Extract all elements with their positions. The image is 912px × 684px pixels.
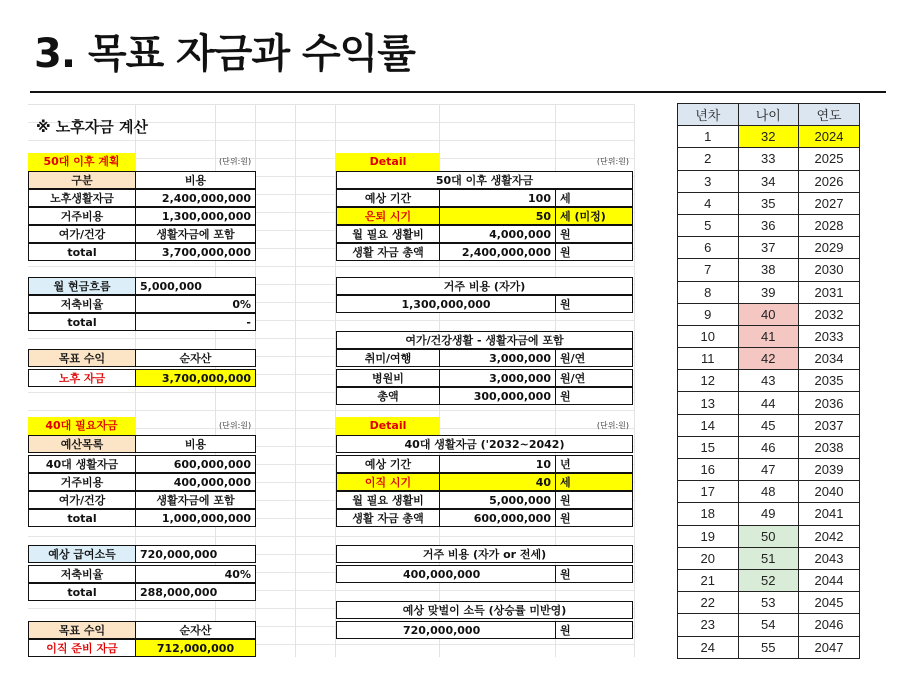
- forties-saving-label: 저축비율: [28, 565, 136, 583]
- retire-living-title: 50대 이후 생활자금: [336, 171, 633, 189]
- table-row: [678, 214, 860, 236]
- table-row: [678, 259, 860, 281]
- forties-row-value: 1,000,000,000: [135, 509, 256, 527]
- year-index-cell: 20: [678, 547, 739, 569]
- forties-detail-unit-cell: 년: [555, 455, 633, 473]
- retire-leisure-label: 병원비: [336, 369, 440, 387]
- retire-leisure-unit: 원/연: [555, 349, 633, 367]
- age-cell: 34: [738, 170, 799, 192]
- forties-target-label: 목표 수익: [28, 621, 136, 639]
- year-index-cell: 10: [678, 325, 739, 347]
- forties-detail-label: 생활 자금 총액: [336, 509, 440, 527]
- year-cell: 2038: [799, 436, 860, 458]
- age-cell: 41: [738, 325, 799, 347]
- year-cell: 2035: [799, 370, 860, 392]
- age-cell: 48: [738, 481, 799, 503]
- forties-detail-unit: (단위:원): [596, 421, 629, 430]
- forties-housing-unit: 원: [555, 565, 633, 583]
- forties-row-label: 거주비용: [28, 473, 136, 491]
- retire-row-label: 거주비용: [28, 207, 136, 225]
- retire-detail-value: 100: [439, 189, 556, 207]
- retire-detail-label: 예상 기간: [336, 189, 440, 207]
- age-table-header: 년차: [678, 104, 739, 126]
- forties-detail-unit-cell: 원: [555, 491, 633, 509]
- forties-row-value: 생활자금에 포함: [135, 491, 256, 509]
- retire-saving-label: 저축비율: [28, 295, 136, 313]
- table-row: [678, 126, 860, 148]
- table-row: [678, 370, 860, 392]
- year-index-cell: 4: [678, 192, 739, 214]
- forties-housing-value: 400,000,000: [336, 565, 556, 583]
- age-table-body: [678, 126, 860, 659]
- table-row: [678, 325, 860, 347]
- forties-living-title: 40대 생활자금 ('2032~2042): [336, 435, 633, 453]
- age-cell: 33: [738, 148, 799, 170]
- retire-detail-unit: (단위:원): [596, 157, 629, 166]
- age-cell: 52: [738, 569, 799, 591]
- year-index-cell: 23: [678, 614, 739, 636]
- year-index-cell: 14: [678, 414, 739, 436]
- age-cell: 32: [738, 126, 799, 148]
- table-row: [678, 459, 860, 481]
- retire-detail-unit-cell: 세 (미정): [555, 207, 633, 225]
- spreadsheet: [28, 104, 635, 657]
- retire-detail-value: 4,000,000: [439, 225, 556, 243]
- age-cell: 42: [738, 348, 799, 370]
- year-index-cell: 21: [678, 569, 739, 591]
- year-index-cell: 9: [678, 303, 739, 325]
- age-cell: 49: [738, 503, 799, 525]
- age-table-header: 나이: [738, 104, 799, 126]
- age-cell: 35: [738, 192, 799, 214]
- table-row: [678, 481, 860, 503]
- forties-col-cost: 비용: [135, 435, 256, 453]
- forties-detail-label: 이직 시기: [336, 473, 440, 491]
- retire-plan-header: 50대 이후 계획: [28, 153, 135, 171]
- retire-row-label: total: [28, 243, 136, 261]
- age-cell: 46: [738, 436, 799, 458]
- year-cell: 2047: [799, 636, 860, 658]
- year-cell: 2043: [799, 547, 860, 569]
- retire-leisure-value: 3,000,000: [439, 369, 556, 387]
- forties-col-item: 예산목록: [28, 435, 136, 453]
- age-cell: 45: [738, 414, 799, 436]
- age-cell: 40: [738, 303, 799, 325]
- page-title: 3. 목표 자금과 수익률: [34, 31, 415, 77]
- table-row: [678, 414, 860, 436]
- retire-row-value: 1,300,000,000: [135, 207, 256, 225]
- forties-income-title: 예상 맞벌이 소득 (상승률 미반영): [336, 601, 633, 619]
- table-row: [678, 303, 860, 325]
- retire-target-label: 목표 수익: [28, 349, 136, 367]
- year-cell: 2028: [799, 214, 860, 236]
- year-index-cell: 11: [678, 348, 739, 370]
- retire-row-value: 3,700,000,000: [135, 243, 256, 261]
- year-index-cell: 8: [678, 281, 739, 303]
- age-cell: 51: [738, 547, 799, 569]
- table-row: [678, 614, 860, 636]
- age-cell: 47: [738, 459, 799, 481]
- table-row: [678, 348, 860, 370]
- retire-housing-title: 거주 비용 (자가): [336, 277, 633, 295]
- age-cell: 50: [738, 525, 799, 547]
- retire-leisure-unit: 원: [555, 387, 633, 405]
- year-index-cell: 19: [678, 525, 739, 547]
- forties-row-label: 40대 생활자금: [28, 455, 136, 473]
- retire-detail-label: 월 필요 생활비: [336, 225, 440, 243]
- age-cell: 36: [738, 214, 799, 236]
- retire-note: ※ 노후자금 계산: [36, 118, 148, 136]
- forties-detail-value: 5,000,000: [439, 491, 556, 509]
- year-cell: 2030: [799, 259, 860, 281]
- table-row: [678, 392, 860, 414]
- forties-target-value: 순자산: [135, 621, 256, 639]
- table-row: [678, 170, 860, 192]
- forties-income-value: 720,000,000: [336, 621, 556, 639]
- retire-leisure-unit: 원/연: [555, 369, 633, 387]
- year-cell: 2044: [799, 569, 860, 591]
- forties-income-value: 720,000,000: [135, 545, 256, 563]
- retire-leisure-value: 300,000,000: [439, 387, 556, 405]
- forties-detail-header: Detail: [336, 417, 440, 435]
- retire-detail-value: 2,400,000,000: [439, 243, 556, 261]
- forties-detail-value: 10: [439, 455, 556, 473]
- forties-total-value: 288,000,000: [135, 583, 256, 601]
- age-cell: 38: [738, 259, 799, 281]
- table-row: [678, 525, 860, 547]
- age-year-table: [677, 103, 860, 659]
- retire-leisure-title: 여가/건강생활 - 생활자금에 포함: [336, 331, 633, 349]
- forties-row-value: 600,000,000: [135, 455, 256, 473]
- retire-detail-value: 50: [439, 207, 556, 225]
- year-cell: 2041: [799, 503, 860, 525]
- table-row: [678, 569, 860, 591]
- retire-leisure-label: 취미/여행: [336, 349, 440, 367]
- forties-total-label: total: [28, 583, 136, 601]
- retire-row-value: 2,400,000,000: [135, 189, 256, 207]
- age-cell: 54: [738, 614, 799, 636]
- year-cell: 2036: [799, 392, 860, 414]
- retire-detail-header: Detail: [336, 153, 440, 171]
- year-cell: 2024: [799, 126, 860, 148]
- age-cell: 44: [738, 392, 799, 414]
- year-index-cell: 16: [678, 459, 739, 481]
- year-index-cell: 24: [678, 636, 739, 658]
- year-index-cell: 18: [678, 503, 739, 525]
- forties-detail-value: 600,000,000: [439, 509, 556, 527]
- title-divider: [30, 91, 886, 93]
- forties-header: 40대 필요자금: [28, 417, 135, 435]
- year-cell: 2046: [799, 614, 860, 636]
- year-index-cell: 3: [678, 170, 739, 192]
- retire-saving-value: 0%: [135, 295, 256, 313]
- age-cell: 43: [738, 370, 799, 392]
- year-index-cell: 5: [678, 214, 739, 236]
- age-cell: 53: [738, 592, 799, 614]
- retire-housing-value: 1,300,000,000: [336, 295, 556, 313]
- table-row: [678, 592, 860, 614]
- forties-row-value: 400,000,000: [135, 473, 256, 491]
- age-cell: 39: [738, 281, 799, 303]
- retire-fund-value: 3,700,000,000: [135, 369, 256, 387]
- table-row: [678, 436, 860, 458]
- year-cell: 2040: [799, 481, 860, 503]
- retire-row-label: 여가/건강: [28, 225, 136, 243]
- table-row: [678, 148, 860, 170]
- retire-detail-label: 은퇴 시기: [336, 207, 440, 225]
- retire-cashflow-value: 5,000,000: [135, 277, 256, 295]
- year-index-cell: 13: [678, 392, 739, 414]
- table-row: [678, 547, 860, 569]
- forties-detail-unit-cell: 원: [555, 509, 633, 527]
- forties-unit: (단위:원): [219, 421, 252, 430]
- retire-col-item: 구분: [28, 171, 136, 189]
- retire-leisure-value: 3,000,000: [439, 349, 556, 367]
- year-cell: 2033: [799, 325, 860, 347]
- year-index-cell: 22: [678, 592, 739, 614]
- age-cell: 37: [738, 237, 799, 259]
- year-index-cell: 17: [678, 481, 739, 503]
- table-row: [678, 192, 860, 214]
- retire-detail-unit-cell: 원: [555, 225, 633, 243]
- table-row: [678, 503, 860, 525]
- retire-row-value: 생활자금에 포함: [135, 225, 256, 243]
- forties-detail-unit-cell: 세: [555, 473, 633, 491]
- table-row: [678, 237, 860, 259]
- year-cell: 2029: [799, 237, 860, 259]
- year-index-cell: 12: [678, 370, 739, 392]
- retire-target-value: 순자산: [135, 349, 256, 367]
- forties-saving-value: 40%: [135, 565, 256, 583]
- year-index-cell: 2: [678, 148, 739, 170]
- age-cell: 55: [738, 636, 799, 658]
- year-index-cell: 1: [678, 126, 739, 148]
- retire-leisure-label: 총액: [336, 387, 440, 405]
- forties-row-label: total: [28, 509, 136, 527]
- year-cell: 2026: [799, 170, 860, 192]
- year-index-cell: 6: [678, 237, 739, 259]
- year-cell: 2025: [799, 148, 860, 170]
- year-cell: 2034: [799, 348, 860, 370]
- retire-cashflow-label: 월 현금흐름: [28, 277, 136, 295]
- retire-detail-unit-cell: 원: [555, 243, 633, 261]
- year-cell: 2037: [799, 414, 860, 436]
- forties-income-unit: 원: [555, 621, 633, 639]
- year-cell: 2042: [799, 525, 860, 547]
- age-table-header-row: [678, 104, 860, 126]
- retire-total-value: -: [135, 313, 256, 331]
- forties-fund-value: 712,000,000: [135, 639, 256, 657]
- year-cell: 2027: [799, 192, 860, 214]
- retire-total-label: total: [28, 313, 136, 331]
- year-cell: 2045: [799, 592, 860, 614]
- year-cell: 2031: [799, 281, 860, 303]
- forties-housing-title: 거주 비용 (자가 or 전세): [336, 545, 633, 563]
- forties-row-label: 여가/건강: [28, 491, 136, 509]
- year-cell: 2039: [799, 459, 860, 481]
- retire-detail-label: 생활 자금 총액: [336, 243, 440, 261]
- table-row: [678, 636, 860, 658]
- age-table-header: 연도: [799, 104, 860, 126]
- table-row: [678, 281, 860, 303]
- retire-detail-unit-cell: 세: [555, 189, 633, 207]
- forties-detail-label: 예상 기간: [336, 455, 440, 473]
- retire-fund-label: 노후 자금: [28, 369, 136, 387]
- forties-detail-label: 월 필요 생활비: [336, 491, 440, 509]
- retire-col-cost: 비용: [135, 171, 256, 189]
- year-index-cell: 7: [678, 259, 739, 281]
- forties-income-label: 예상 급여소득: [28, 545, 136, 563]
- year-index-cell: 15: [678, 436, 739, 458]
- retire-unit: (단위:원): [219, 157, 252, 166]
- forties-detail-value: 40: [439, 473, 556, 491]
- retire-housing-unit: 원: [555, 295, 633, 313]
- retire-row-label: 노후생활자금: [28, 189, 136, 207]
- forties-fund-label: 이직 준비 자금: [28, 639, 136, 657]
- year-cell: 2032: [799, 303, 860, 325]
